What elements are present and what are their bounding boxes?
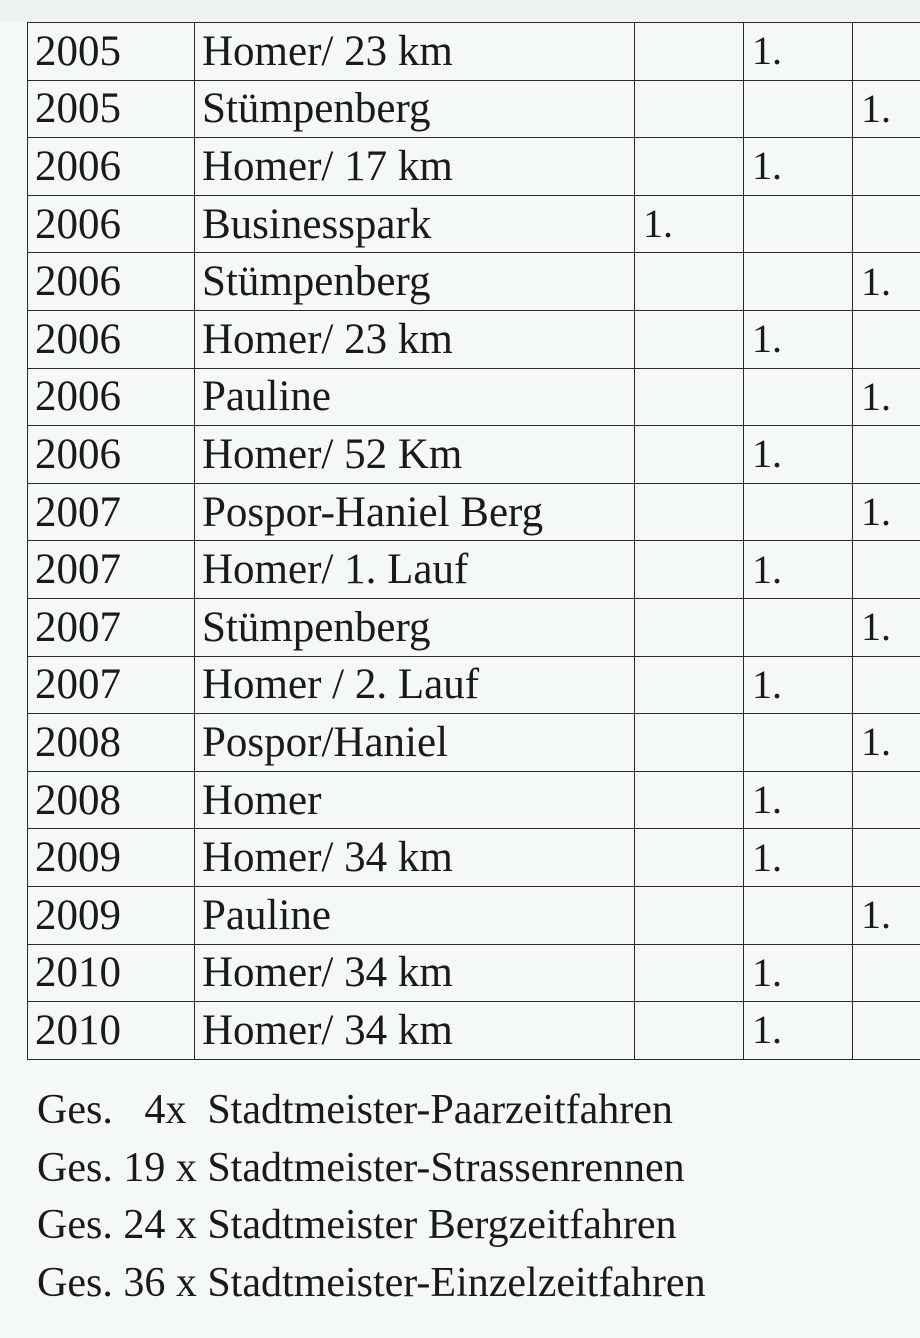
placing-cell-col3: 1. <box>853 598 920 656</box>
summary-line-einzelzeitfahren: Ges. 36 x Stadtmeister-Einzelzeitfahren <box>37 1259 706 1306</box>
placing-cell-col3 <box>853 771 920 829</box>
placing-cell-col1 <box>635 1002 744 1060</box>
placing-cell-col1 <box>635 253 744 311</box>
placing-cell-col2: 1. <box>744 310 853 368</box>
event-cell: Homer/ 23 km <box>195 23 635 81</box>
placing-cell-col3 <box>853 310 920 368</box>
placing-cell-col1 <box>635 368 744 426</box>
placing-cell-col1 <box>635 656 744 714</box>
year-cell: 2008 <box>28 714 195 772</box>
placing-cell-col2: 1. <box>744 1002 853 1060</box>
table-row <box>28 253 920 311</box>
placing-cell-col1 <box>635 426 744 484</box>
table-row <box>28 541 920 599</box>
table-row <box>28 138 920 196</box>
year-cell: 2006 <box>28 368 195 426</box>
table-row <box>28 195 920 253</box>
table-row <box>28 829 920 887</box>
placing-cell-col2: 1. <box>744 138 853 196</box>
placing-cell-col3 <box>853 138 920 196</box>
year-cell: 2010 <box>28 1002 195 1060</box>
placing-cell-col3 <box>853 426 920 484</box>
placing-cell-col2 <box>744 80 853 138</box>
placing-cell-col3 <box>853 541 920 599</box>
placing-cell-col1 <box>635 771 744 829</box>
event-cell: Pauline <box>195 886 635 944</box>
placing-cell-col2: 1. <box>744 771 853 829</box>
summary-line-strassenrennen: Ges. 19 x Stadtmeister-Strassenrennen <box>37 1144 685 1191</box>
placing-cell-col2 <box>744 483 853 541</box>
event-cell: Stümpenberg <box>195 80 635 138</box>
year-cell: 2006 <box>28 426 195 484</box>
placing-cell-col3 <box>853 195 920 253</box>
placing-cell-col1 <box>635 598 744 656</box>
event-cell: Homer/ 23 km <box>195 310 635 368</box>
placing-cell-col2: 1. <box>744 944 853 1002</box>
placing-cell-col2: 1. <box>744 23 853 81</box>
table-row <box>28 944 920 1002</box>
table-row <box>28 771 920 829</box>
event-cell: Homer/ 1. Lauf <box>195 541 635 599</box>
placing-cell-col2: 1. <box>744 426 853 484</box>
table-row <box>28 23 920 81</box>
year-cell: 2009 <box>28 829 195 887</box>
placing-cell-col3: 1. <box>853 80 920 138</box>
table-row <box>28 310 920 368</box>
placing-cell-col3: 1. <box>853 483 920 541</box>
event-cell: Pospor-Haniel Berg <box>195 483 635 541</box>
placing-cell-col1 <box>635 714 744 772</box>
event-cell: Businesspark <box>195 195 635 253</box>
placing-cell-col3 <box>853 829 920 887</box>
summary-line-bergzeitfahren: Ges. 24 x Stadtmeister Bergzeitfahren <box>37 1202 677 1248</box>
placing-cell-col1 <box>635 944 744 1002</box>
event-cell: Homer <box>195 771 635 829</box>
event-cell: Homer/ 17 km <box>195 138 635 196</box>
year-cell: 2006 <box>28 138 195 196</box>
placing-cell-col3: 1. <box>853 368 920 426</box>
table-row <box>28 656 920 714</box>
year-cell: 2006 <box>28 253 195 311</box>
table-row <box>28 483 920 541</box>
year-cell: 2006 <box>28 195 195 253</box>
placing-cell-col2: 1. <box>744 656 853 714</box>
year-cell: 2009 <box>28 886 195 944</box>
event-cell: Stümpenberg <box>195 598 635 656</box>
placing-cell-col3: 1. <box>853 886 920 944</box>
table-row <box>28 1002 920 1060</box>
event-cell: Homer/ 34 km <box>195 1002 635 1060</box>
summary-line-paarzeitfahren: Ges. 4x Stadtmeister-Paarzeitfahren <box>37 1087 673 1133</box>
year-cell: 2007 <box>28 541 195 599</box>
placing-cell-col2 <box>744 886 853 944</box>
placing-cell-col3 <box>853 656 920 714</box>
placing-cell-col1 <box>635 310 744 368</box>
placing-cell-col3 <box>853 944 920 1002</box>
placing-cell-col3: 1. <box>853 714 920 772</box>
summary-block <box>37 1082 706 1312</box>
event-cell: Pospor/Haniel <box>195 714 635 772</box>
event-cell: Pauline <box>195 368 635 426</box>
placing-cell-col1 <box>635 483 744 541</box>
table-row <box>28 598 920 656</box>
event-cell: Homer / 2. Lauf <box>195 656 635 714</box>
table-row <box>28 80 920 138</box>
placing-cell-col1 <box>635 886 744 944</box>
placing-cell-col3 <box>853 1002 920 1060</box>
placing-cell-col2 <box>744 195 853 253</box>
event-cell: Homer/ 52 Km <box>195 426 635 484</box>
event-cell: Stümpenberg <box>195 253 635 311</box>
table-row <box>28 714 920 772</box>
placing-cell-col1 <box>635 138 744 196</box>
table-row <box>28 886 920 944</box>
year-cell: 2008 <box>28 771 195 829</box>
placing-cell-col1 <box>635 541 744 599</box>
year-cell: 2005 <box>28 23 195 81</box>
year-cell: 2005 <box>28 80 195 138</box>
placing-cell-col2 <box>744 714 853 772</box>
placing-cell-col3 <box>853 23 920 81</box>
page-top-edge <box>0 0 920 22</box>
results-table <box>27 22 920 1060</box>
year-cell: 2007 <box>28 656 195 714</box>
placing-cell-col2 <box>744 253 853 311</box>
placing-cell-col2: 1. <box>744 829 853 887</box>
event-cell: Homer/ 34 km <box>195 829 635 887</box>
placing-cell-col1: 1. <box>635 195 744 253</box>
placing-cell-col2 <box>744 368 853 426</box>
year-cell: 2007 <box>28 483 195 541</box>
table-row <box>28 368 920 426</box>
placing-cell-col1 <box>635 829 744 887</box>
year-cell: 2007 <box>28 598 195 656</box>
year-cell: 2006 <box>28 310 195 368</box>
table-row <box>28 426 920 484</box>
placing-cell-col1 <box>635 80 744 138</box>
placing-cell-col1 <box>635 23 744 81</box>
placing-cell-col3: 1. <box>853 253 920 311</box>
placing-cell-col2: 1. <box>744 541 853 599</box>
placing-cell-col2 <box>744 598 853 656</box>
event-cell: Homer/ 34 km <box>195 944 635 1002</box>
results-table-body <box>28 23 920 1060</box>
year-cell: 2010 <box>28 944 195 1002</box>
